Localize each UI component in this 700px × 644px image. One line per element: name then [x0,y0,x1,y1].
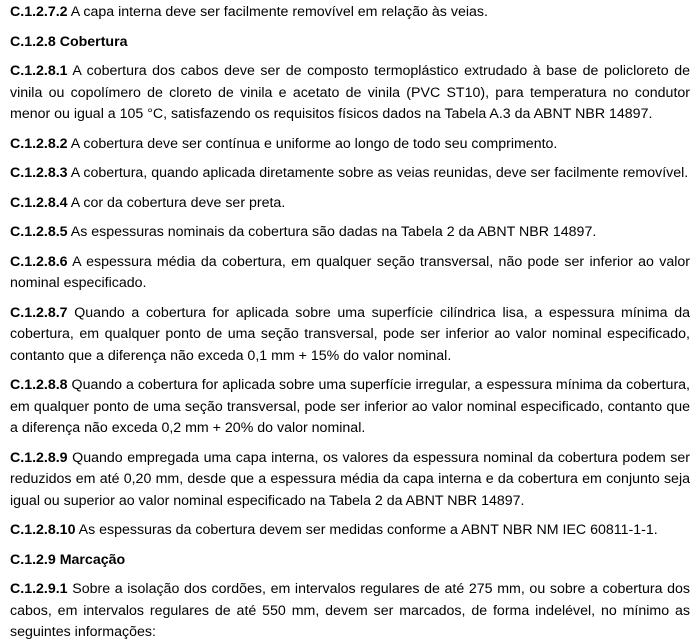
paragraph-number: C.1.2.8.2 [10,135,68,152]
heading-text: Marcação [59,551,126,568]
paragraph-c-1-2-8-6 [10,252,690,295]
paragraph-number: C.1.2.8.1 [10,63,68,79]
paragraph-c-1-2-8-1 [10,61,690,126]
paragraph-text: As espessuras nominais da cobertura são dadas na Tabela 2 da ABNT NBR 14897. [70,224,597,240]
paragraph-c-1-2-8-4 [10,193,690,215]
section-heading-cobertura [10,32,690,54]
paragraph-number: C.1.2.8.9 [10,449,68,466]
paragraph-text: Quando empregada uma capa interna, os valores da espessura nominal da cobertura podem ser reduzidos em até 0,20 mm, desde que a espessura média da capa interna e da cobertura em conjunto seja igual ou superior ao valor nominal especificado na Tabela 2 da ABNT NBR 14897. [10,449,690,509]
paragraph-number: C.1.2.9.1 [10,581,68,597]
paragraph-c-1-2-8-2 [10,134,690,156]
heading-number: C.1.2.9 [10,551,56,568]
paragraph-number: C.1.2.8.8 [10,377,68,393]
paragraph-c-1-2-9-1 [10,579,690,644]
paragraph-number: C.1.2.8.7 [10,304,68,321]
paragraph-text: Quando a cobertura for aplicada sobre uma superfície cilíndrica lisa, a espessura mínima da cobertura, em qualquer ponto de uma seção transversal, pode ser inferior ao valor nominal especificado, contanto que a diferença não exceda 0,1 mm + 15% do valor nominal. [10,304,690,364]
paragraph-number: C.1.2.8.10 [10,522,76,538]
paragraph-number: C.1.2.8.6 [10,253,68,270]
paragraph-c-1-2-8-10 [10,520,690,542]
paragraph-text: A espessura média da cobertura, em qualquer seção transversal, não pode ser inferior ao valor nominal especificado. [10,253,690,291]
paragraph-c-1-2-7-2 [10,2,690,24]
paragraph-number: C.1.2.7.2 [10,4,68,20]
paragraph-number: C.1.2.8.5 [10,224,68,240]
paragraph-c-1-2-8-9 [10,448,690,513]
paragraph-number: C.1.2.8.4 [10,194,68,211]
paragraph-c-1-2-8-7 [10,303,690,368]
paragraph-text: A cobertura dos cabos deve ser de composto termoplástico extrudado à base de policloreto de vinila ou copolímero de cloreto de vinila e acetato de vinila (PVC ST10), para temperatura no condutor menor ou igual a 105 °C, satisfazendo os requisitos físicos dados na Tabela A.3 da ABNT NBR 14897. [10,63,690,122]
paragraph-text: Sobre a isolação dos cordões, em intervalos regulares de até 275 mm, ou sobre a cobertura dos cabos, em intervalos regulares de até 550 mm, devem ser marcados, de forma indelével, no mínimo as seguintes informações: [10,581,690,640]
paragraph-text: As espessuras da cobertura devem ser medidas conforme a ABNT NBR NM IEC 60811-1-1. [78,522,658,538]
paragraph-c-1-2-8-5 [10,222,690,244]
paragraph-text: A cobertura, quando aplicada diretamente sobre as veias reunidas, deve ser facilmente removível. [70,165,689,181]
paragraph-text: Quando a cobertura for aplicada sobre uma superfície irregular, a espessura mínima da cobertura, em qualquer ponto de uma seção transversal, pode ser inferior ao valor nominal especificado, contanto que a diferença não exceda 0,2 mm + 20% do valor nominal. [10,377,690,436]
paragraph-number: C.1.2.8.3 [10,165,68,181]
heading-text: Cobertura [59,33,128,50]
section-heading-marcacao [10,550,690,572]
paragraph-c-1-2-8-8 [10,375,690,440]
paragraph-c-1-2-8-3 [10,163,690,185]
paragraph-text: A capa interna deve ser facilmente removível em relação às veias. [70,4,488,20]
paragraph-text: A cor da cobertura deve ser preta. [70,194,286,211]
heading-number: C.1.2.8 [10,33,56,50]
paragraph-text: A cobertura deve ser contínua e uniforme ao longo de todo seu comprimento. [70,135,558,152]
